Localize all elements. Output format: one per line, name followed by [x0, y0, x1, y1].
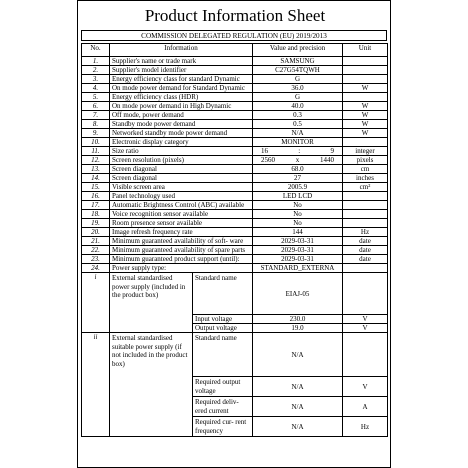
row-number: 11. [82, 147, 110, 156]
split-values [255, 147, 340, 155]
row-value: G [253, 75, 343, 84]
required-output-voltage-label: Required output voltage [193, 377, 253, 397]
psu-internal-name-value: EIAJ-05 [253, 273, 343, 315]
row-value: 40.0 [253, 102, 343, 111]
row-unit [343, 66, 388, 75]
row-value: 144 [253, 228, 343, 237]
row-unit [343, 192, 388, 201]
row-information: Supplier's model identifier [110, 66, 253, 75]
row-information: Networked standby mode power demand [110, 129, 253, 138]
row-unit: date [343, 237, 388, 246]
table-row [82, 165, 388, 174]
row-information: Minimum guaranteed availability of spare parts [110, 246, 253, 255]
required-current-frequency-label: Required cur- rent frequency [193, 417, 253, 437]
row-value-split [253, 156, 343, 165]
row-unit: W [343, 84, 388, 93]
row-information: Visible screen area [110, 183, 253, 192]
row-value: N/A [253, 129, 343, 138]
table-row [82, 84, 388, 93]
required-output-voltage-value: N/A [253, 377, 343, 397]
table-row [82, 111, 388, 120]
row-number: 13. [82, 165, 110, 174]
row-value: STANDARD_EXTERNA [253, 264, 343, 273]
row-number: 7. [82, 111, 110, 120]
table-row [82, 66, 388, 75]
table-row [82, 255, 388, 264]
row-information: Room presence sensor available [110, 219, 253, 228]
row-information: On mode power demand in High Dynamic [110, 102, 253, 111]
row-unit: date [343, 246, 388, 255]
split-value-b: 1440 [320, 156, 334, 164]
row-value: SAMSUNG [253, 57, 343, 66]
table-row [82, 57, 388, 66]
row-information: Image refresh frequency rate [110, 228, 253, 237]
header-unit: Unit [343, 44, 388, 57]
psu-internal-name-label: Standard name [193, 273, 253, 315]
table-row [82, 102, 388, 111]
psu-external-description: External standardised suitable power supply (if not included in the product box) [110, 333, 193, 437]
psu-internal-name-unit [343, 273, 388, 315]
row-value: G [253, 93, 343, 102]
row-number: 15. [82, 183, 110, 192]
psu-external-name-unit [343, 333, 388, 377]
split-values [255, 156, 340, 164]
table-row [82, 129, 388, 138]
split-value-b: 9 [330, 147, 334, 155]
psu-output-label: Output voltage [193, 324, 253, 333]
row-number: 8. [82, 120, 110, 129]
required-current-frequency-unit: Hz [343, 417, 388, 437]
row-value: 2029-03-31 [253, 237, 343, 246]
row-value: 36.0 [253, 84, 343, 93]
row-number: 6. [82, 102, 110, 111]
row-number: 18. [82, 210, 110, 219]
row-value: No [253, 210, 343, 219]
psu-external-number: ii [82, 333, 110, 437]
table-header-row [82, 44, 388, 57]
row-information: Voice recognition sensor available [110, 210, 253, 219]
required-delivered-current-label: Required deliv- ered current [193, 397, 253, 417]
row-information: Power supply type: [110, 264, 253, 273]
row-value: LED LCD [253, 192, 343, 201]
row-information: Panel technology used [110, 192, 253, 201]
header-information: Information [110, 44, 253, 57]
row-number: 3. [82, 75, 110, 84]
row-information: Screen resolution (pixels) [110, 156, 253, 165]
row-information: Screen diagonal [110, 174, 253, 183]
row-value: 27 [253, 174, 343, 183]
table-row [82, 237, 388, 246]
header-no: No. [82, 44, 110, 57]
table-row [82, 93, 388, 102]
row-information: Minimum guaranteed availability of soft- ware [110, 237, 253, 246]
row-unit [343, 201, 388, 210]
row-unit: inches [343, 174, 388, 183]
split-separator: : [298, 147, 301, 155]
row-information: Size ratio [110, 147, 253, 156]
row-value: 0.5 [253, 120, 343, 129]
row-unit: W [343, 120, 388, 129]
row-unit [343, 264, 388, 273]
row-value: MONITOR [253, 138, 343, 147]
table-row [82, 219, 388, 228]
required-output-voltage-unit: V [343, 377, 388, 397]
page-title: Product Information Sheet [144, 6, 326, 25]
table-row [82, 183, 388, 192]
row-number: 20. [82, 228, 110, 237]
row-unit: cm [343, 165, 388, 174]
row-number: 23. [82, 255, 110, 264]
row-unit: integer [343, 147, 388, 156]
row-unit [343, 75, 388, 84]
row-number: 16. [82, 192, 110, 201]
table-row [82, 264, 388, 273]
row-unit: Hz [343, 228, 388, 237]
table-row [82, 156, 388, 165]
psu-external-name-value: N/A [253, 333, 343, 377]
psu-input-label: Input voltage [193, 315, 253, 324]
row-unit: date [343, 255, 388, 264]
table-row [82, 147, 388, 156]
table-row [82, 210, 388, 219]
row-value: 68.0 [253, 165, 343, 174]
required-current-frequency-value: N/A [253, 417, 343, 437]
table-row [82, 138, 388, 147]
row-unit: W [343, 129, 388, 138]
row-value: 0.3 [253, 111, 343, 120]
split-value-a: 2560 [261, 156, 275, 164]
row-unit [343, 93, 388, 102]
row-value: C27G54TQWH [253, 66, 343, 75]
row-information: Energy efficiency class (HDR) [110, 93, 253, 102]
required-delivered-current-unit: A [343, 397, 388, 417]
row-number: 24. [82, 264, 110, 273]
row-value: 2005.9 [253, 183, 343, 192]
row-information: Automatic Brightness Control (ABC) available [110, 201, 253, 210]
table-row [82, 120, 388, 129]
table-row [82, 201, 388, 210]
required-delivered-current-value: N/A [253, 397, 343, 417]
row-information: Off mode, power demand [110, 111, 253, 120]
row-information: Standby mode power demand [110, 120, 253, 129]
row-number: 22. [82, 246, 110, 255]
row-value: No [253, 219, 343, 228]
row-unit [343, 219, 388, 228]
row-number: 9. [82, 129, 110, 138]
psu-output-value: 19.0 [253, 324, 343, 333]
product-information-sheet [77, 0, 391, 468]
psu-external-name-label: Standard name [193, 333, 253, 377]
psu-external-row [82, 333, 388, 377]
row-number: 4. [82, 84, 110, 93]
split-value-a: 16 [261, 147, 268, 155]
row-number: 12. [82, 156, 110, 165]
row-value-split [253, 147, 343, 156]
row-value: 2029-03-31 [253, 255, 343, 264]
row-unit: cm² [343, 183, 388, 192]
row-information: Screen diagonal [110, 165, 253, 174]
table-row [82, 228, 388, 237]
table-row [82, 192, 388, 201]
row-number: 14. [82, 174, 110, 183]
table-row [82, 75, 388, 84]
row-unit [343, 138, 388, 147]
row-value: 2029-03-31 [253, 246, 343, 255]
header-value: Value and precision [253, 44, 343, 57]
row-number: 21. [82, 237, 110, 246]
row-information: On mode power demand for Standard Dynamic [110, 84, 253, 93]
row-information: Supplier's name or trade mark [110, 57, 253, 66]
psu-input-value: 230.0 [253, 315, 343, 324]
info-table [81, 43, 388, 437]
row-number: 2. [82, 66, 110, 75]
row-unit: W [343, 102, 388, 111]
psu-output-unit: V [343, 324, 388, 333]
row-information: Minimum guaranteed product support (until): [110, 255, 253, 264]
row-information: Electronic display category [110, 138, 253, 147]
regulation-subtitle: COMMISSION DELEGATED REGULATION (EU) 2019/2013 [81, 30, 387, 41]
table-row [82, 246, 388, 255]
table-row [82, 174, 388, 183]
row-number: 10. [82, 138, 110, 147]
psu-internal-row [82, 273, 388, 315]
row-number: 5. [82, 93, 110, 102]
row-number: 19. [82, 219, 110, 228]
row-number: 17. [82, 201, 110, 210]
split-separator: x [295, 156, 300, 164]
row-unit: W [343, 111, 388, 120]
psu-internal-description: External standardised power supply (included in the product box) [110, 273, 193, 333]
row-unit [343, 57, 388, 66]
row-value: No [253, 201, 343, 210]
psu-input-unit: V [343, 315, 388, 324]
row-unit: pixels [343, 156, 388, 165]
row-unit [343, 210, 388, 219]
row-number: 1. [82, 57, 110, 66]
row-information: Energy efficiency class for standard Dynamic [110, 75, 253, 84]
psu-internal-number: i [82, 273, 110, 333]
